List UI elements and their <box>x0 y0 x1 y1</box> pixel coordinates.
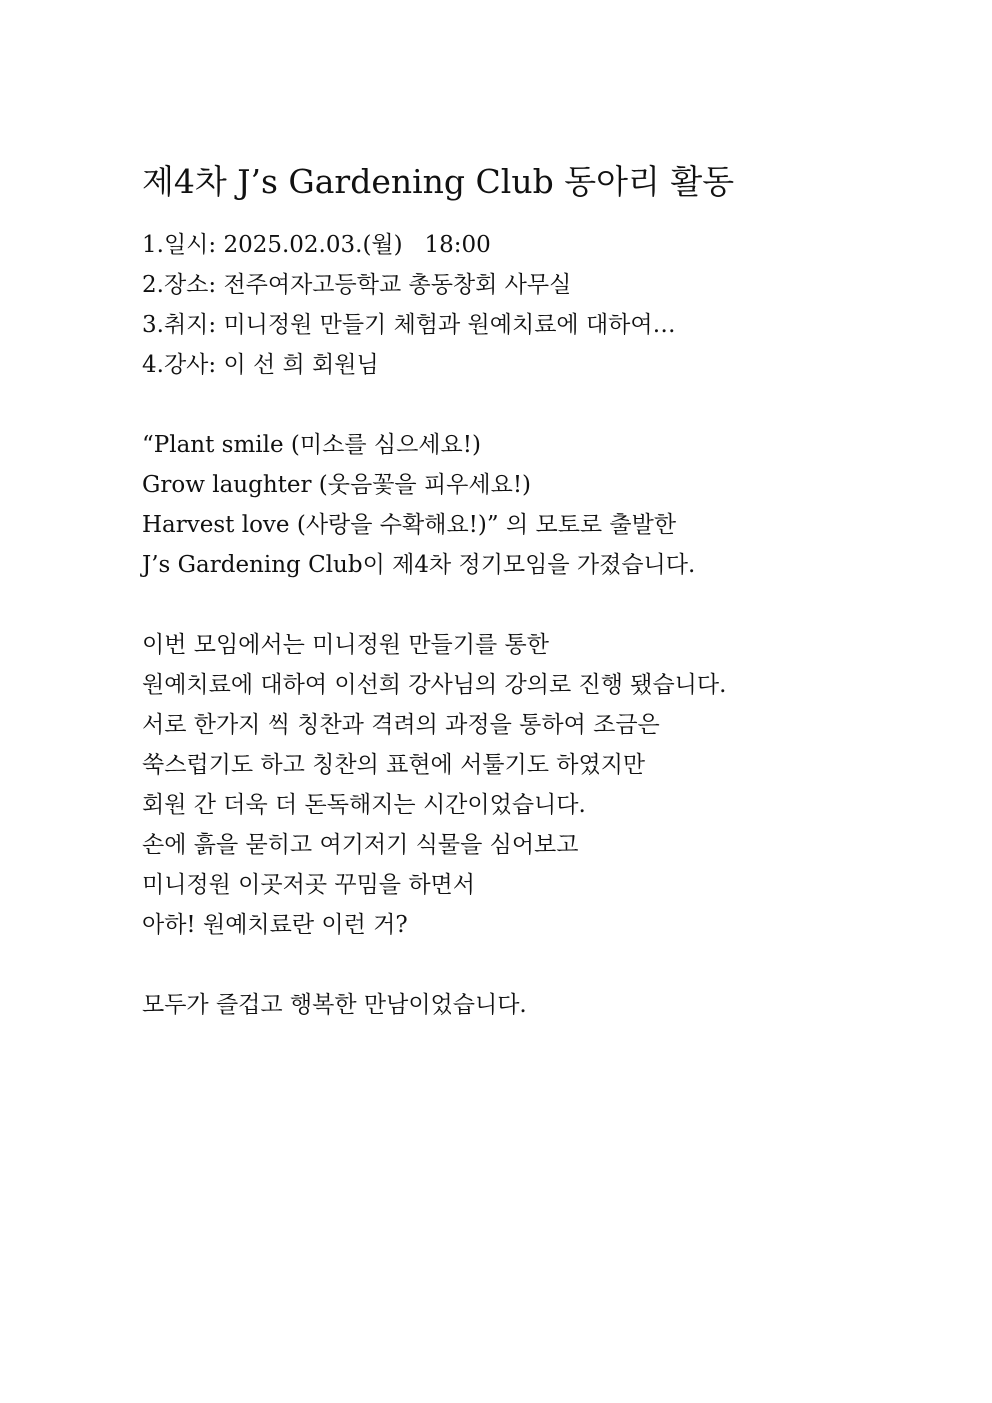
body-line: 미니정원 이곳저곳 꾸밈을 하면서 <box>142 872 475 898</box>
paragraph-spacer <box>142 945 862 985</box>
body-line: 서로 한가지 씩 칭찬과 격려의 과정을 통하여 조금은 <box>142 712 660 738</box>
document-title: 제4차 J’s Gardening Club 동아리 활동 <box>142 162 735 201</box>
info-date: 1.일시: 2025.02.03.(월) 18:00 <box>142 232 491 258</box>
event-info <box>142 225 862 385</box>
body-line: 이번 모임에서는 미니정원 만들기를 통한 <box>142 632 549 658</box>
document-content <box>142 155 862 1025</box>
info-purpose: 3.취지: 미니정원 만들기 체험과 원예치료에 대하여… <box>142 312 676 338</box>
motto-paragraph <box>142 425 862 585</box>
motto-line: “Plant smile (미소를 심으세요!) <box>142 432 481 458</box>
motto-line: Grow laughter (웃음꽃을 피우세요!) <box>142 472 532 498</box>
body-line: 아하! 원예치료란 이런 거? <box>142 912 408 938</box>
paragraph-spacer <box>142 585 862 625</box>
info-location: 2.장소: 전주여자고등학교 총동창회 사무실 <box>142 272 572 298</box>
motto-line: J’s Gardening Club이 제4차 정기모임을 가졌습니다. <box>142 552 696 578</box>
motto-line: Harvest love (사랑을 수확해요!)” 의 모토로 출발한 <box>142 512 677 538</box>
closing-paragraph <box>142 985 862 1025</box>
closing-line: 모두가 즐겁고 행복한 만남이었습니다. <box>142 992 527 1018</box>
body-line: 회원 간 더욱 더 돈독해지는 시간이었습니다. <box>142 792 586 818</box>
body-line: 쑥스럽기도 하고 칭찬의 표현에 서툴기도 하였지만 <box>142 752 646 778</box>
body-line: 손에 흙을 묻히고 여기저기 식물을 심어보고 <box>142 832 579 858</box>
paragraph-spacer <box>142 385 862 425</box>
body-paragraph <box>142 625 862 945</box>
body-line: 원예치료에 대하여 이선희 강사님의 강의로 진행 됐습니다. <box>142 672 727 698</box>
info-instructor: 4.강사: 이 선 희 회원님 <box>142 352 379 378</box>
